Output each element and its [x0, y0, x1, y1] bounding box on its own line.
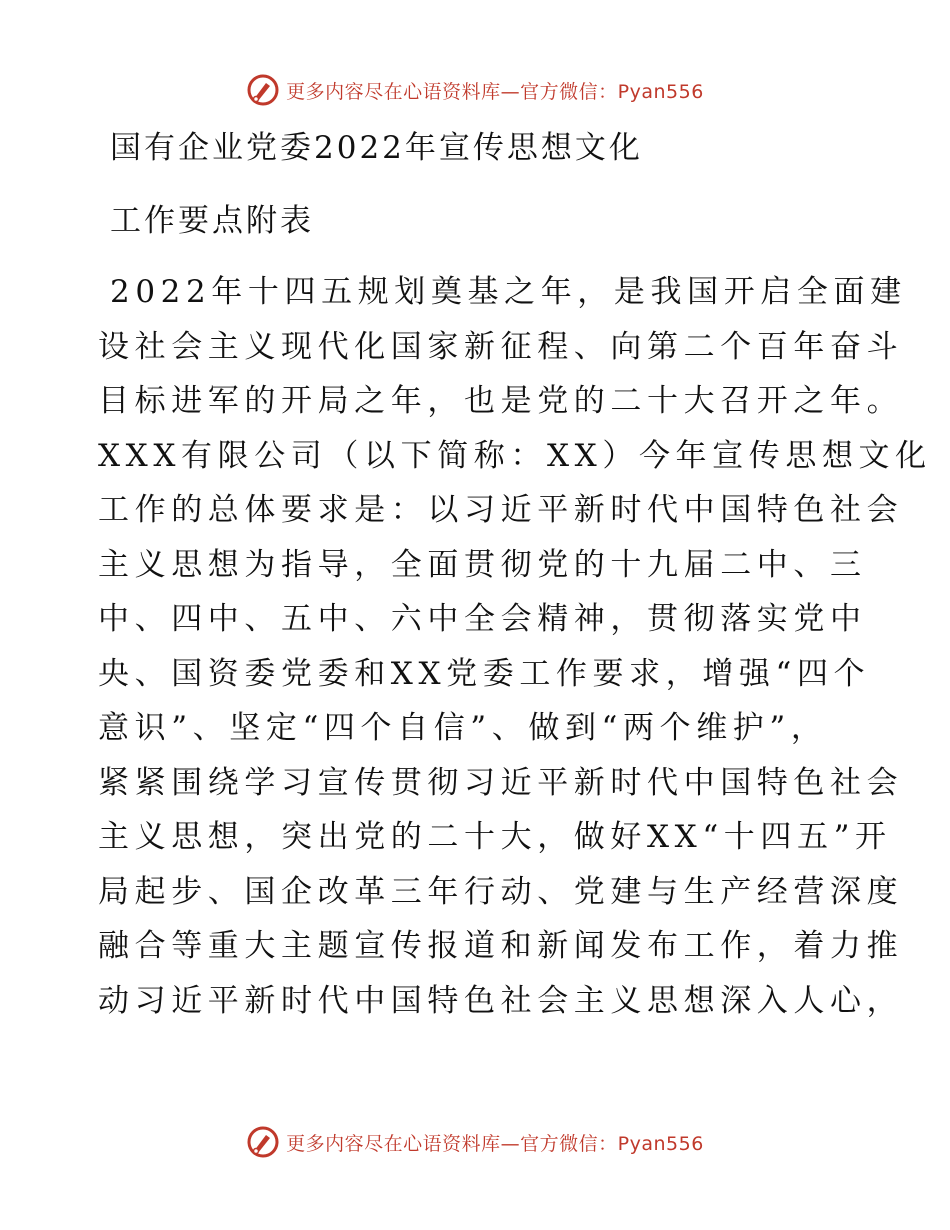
paragraph-line: 目标进军的开局之年，也是党的二十大召开之年。: [98, 383, 904, 419]
watermark-text: 更多内容尽在心语资料库—官方微信：Pyan556: [286, 80, 704, 103]
document-body: [98, 122, 932, 1028]
paragraph-line: 动习近平新时代中国特色社会主义思想深入人心，: [98, 982, 904, 1019]
paragraph-line: XXX有限公司（以下简称：XX）今年宣传思想文化: [98, 437, 932, 474]
paragraph-line: 主义思想，突出党的二十大，做好XX“十四五”开: [98, 819, 892, 855]
paragraph: [98, 265, 932, 1028]
paragraph-line: 设社会主义现代化国家新征程、向第二个百年奋斗: [98, 328, 904, 365]
paragraph-line: 紧紧围绕学习宣传贯彻习近平新时代中国特色社会: [98, 764, 904, 801]
paragraph-line: 融合等重大主题宣传报道和新闻发布工作，着力推: [98, 928, 904, 964]
pen-circle-logo-icon: [246, 73, 280, 107]
document-title-line-1: 国有企业党委2022年宣传思想文化: [110, 130, 643, 166]
paragraph-line: 意识”、坚定“四个自信”、做到“两个维护”，: [98, 710, 828, 746]
pen-circle-logo-icon: [246, 1125, 280, 1159]
document-title-line-2: 工作要点附表: [110, 203, 314, 239]
watermark-footer: [0, 1122, 950, 1162]
paragraph-line: 央、国资委党委和XX党委工作要求，增强“四个: [98, 655, 871, 692]
paragraph-line: 主义思想为指导，全面贯彻党的十九届二中、三: [98, 546, 867, 583]
paragraph-line: 2022年十四五规划奠基之年，是我国开启全面建: [110, 274, 907, 310]
paragraph-line: 局起步、国企改革三年行动、党建与生产经营深度: [98, 873, 904, 910]
watermark-header: [0, 70, 950, 110]
paragraph-line: 工作的总体要求是：以习近平新时代中国特色社会: [98, 492, 904, 528]
paragraph-line: 中、四中、五中、六中全会精神，贯彻落实党中: [98, 601, 867, 637]
watermark-text: 更多内容尽在心语资料库—官方微信：Pyan556: [286, 1132, 704, 1155]
